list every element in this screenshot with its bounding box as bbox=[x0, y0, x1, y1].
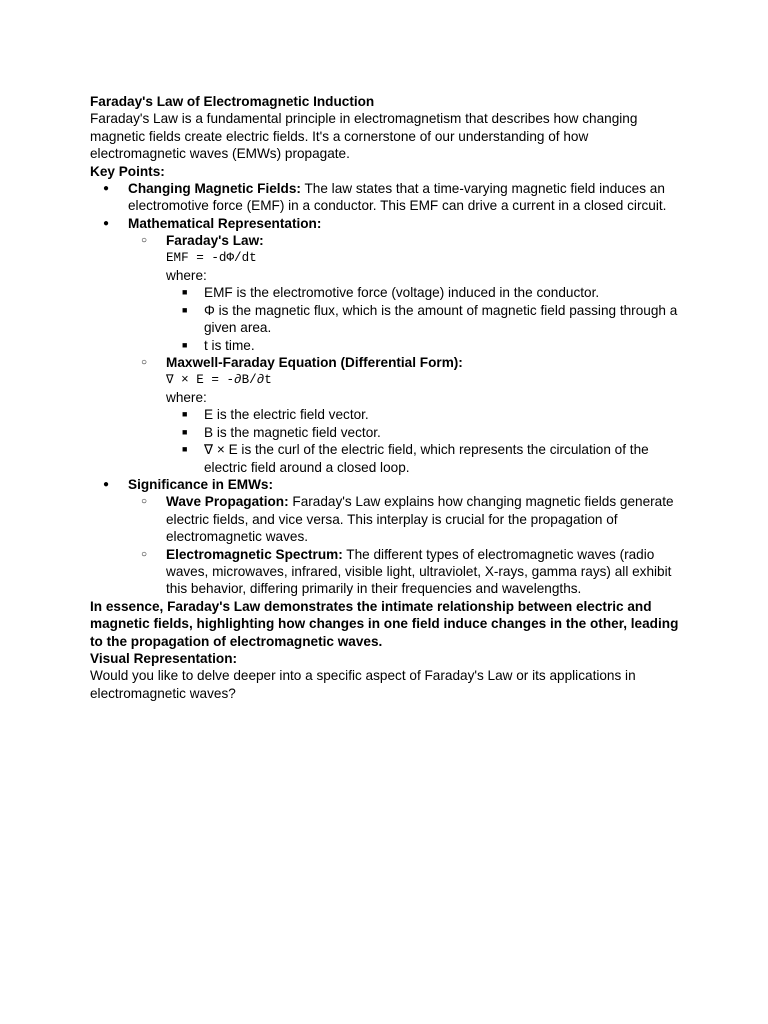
spectrum-item bbox=[128, 546, 680, 598]
maxwell-faraday-item bbox=[128, 354, 680, 476]
intro-paragraph: Faraday's Law is a fundamental principle in electromagnetism that describes how changing magnetic fields create electric fields. It's a cornerstone of our understanding of how electromagnetic waves (EMWs) propagate. bbox=[90, 111, 638, 162]
key-point-significance bbox=[90, 476, 680, 598]
where-label: where: bbox=[166, 389, 207, 405]
where-label: where: bbox=[166, 268, 207, 284]
faraday-law-label: Faraday's Law: bbox=[166, 233, 264, 249]
maxwell-faraday-label: Maxwell-Faraday Equation (Differential Form): bbox=[166, 355, 463, 371]
key-point-text: The law states that a time-varying magnetic field induces an electromotive force (EMF) in a conductor. This EMF can drive a current in a closed circuit. bbox=[128, 181, 667, 214]
maxwell-definitions bbox=[166, 406, 680, 476]
key-point-label: Significance in EMWs: bbox=[128, 476, 274, 492]
wave-propagation-label: Wave Propagation: bbox=[166, 494, 289, 510]
key-point-label: Mathematical Representation: bbox=[128, 215, 322, 231]
spectrum-label: Electromagnetic Spectrum: bbox=[166, 546, 343, 562]
faraday-definitions bbox=[166, 284, 680, 354]
essence-paragraph: In essence, Faraday's Law demonstrates the intimate relationship between electric and magnetic fields, highlighting how changes in one field induce changes in the other, leading to the propagation of electromagnetic waves. bbox=[90, 598, 679, 649]
key-point-label: Changing Magnetic Fields: bbox=[128, 181, 301, 197]
document-title: Faraday's Law of Electromagnetic Induction bbox=[90, 94, 375, 109]
visual-heading: Visual Representation: bbox=[90, 651, 238, 666]
wave-propagation-text: Faraday's Law explains how changing magnetic fields generate electric fields, and vice versa. This interplay is crucial for the propagation of electromagnetic waves. bbox=[166, 494, 674, 545]
wave-propagation-item bbox=[128, 493, 680, 545]
faraday-equation: EMF = -dΦ/dt bbox=[166, 250, 257, 265]
definition-item: ■ ∇ × E is the curl of the electric field, which represents the circulation of the electric field around a closed loop. bbox=[166, 441, 680, 476]
significance-sublist bbox=[128, 493, 680, 597]
definition-item: ■ t is time. bbox=[166, 337, 680, 354]
key-point-changing-fields bbox=[90, 180, 680, 215]
definition-item: ■ E is the electric field vector. bbox=[166, 406, 680, 423]
key-points-list bbox=[90, 180, 680, 598]
key-point-math bbox=[90, 215, 680, 476]
closing-paragraph: Would you like to delve deeper into a specific aspect of Faraday's Law or its applications in electromagnetic waves? bbox=[90, 668, 636, 701]
faraday-law-item bbox=[128, 232, 680, 354]
key-points-heading: Key Points: bbox=[90, 163, 165, 179]
definition-item: ■ EMF is the electromotive force (voltage) induced in the conductor. bbox=[166, 284, 680, 301]
spectrum-text: The different types of electromagnetic waves (radio waves, microwaves, infrared, visible light, ultraviolet, X-rays, gamma rays) all exhibit this behavior, differing primarily in their frequencies and wavelengths. bbox=[166, 546, 672, 597]
maxwell-equation: ∇ × E = -∂B/∂t bbox=[166, 372, 272, 387]
math-sublist bbox=[128, 232, 680, 476]
definition-item: ■ B is the magnetic field vector. bbox=[166, 424, 680, 441]
document-body bbox=[90, 93, 680, 702]
definition-item: ■ Φ is the magnetic flux, which is the amount of magnetic field passing through a given area. bbox=[166, 302, 680, 337]
